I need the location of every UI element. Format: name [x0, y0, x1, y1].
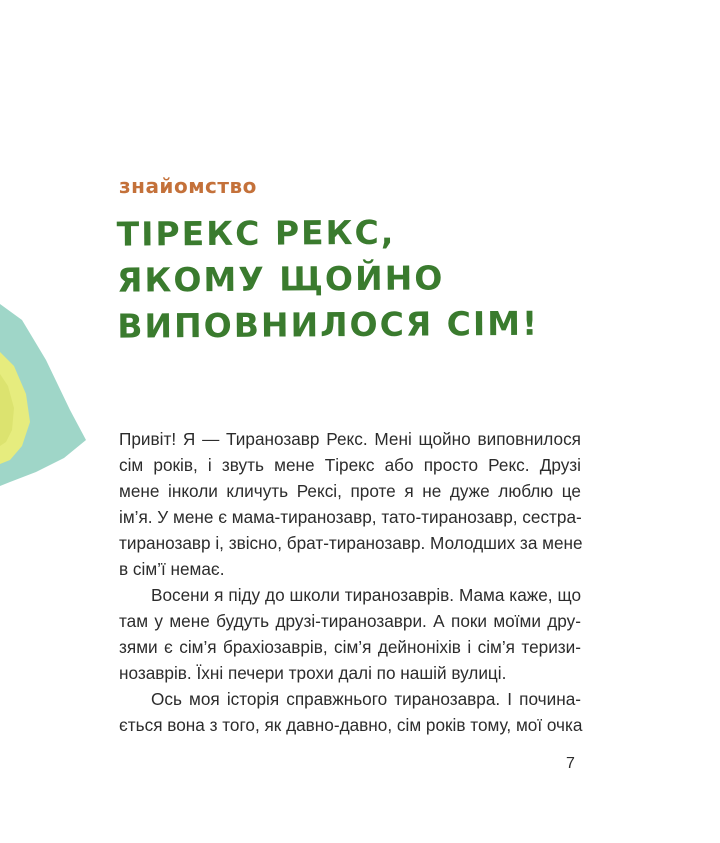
body-line: Привіт! Я — Тиранозавр Рекс. Мені щойно виповнилося [119, 429, 581, 449]
body-line: в сім’ї немає. [119, 559, 225, 579]
chapter-title-line: ЯКОМУ ЩОЙНО [116, 258, 445, 300]
illustration-corner-icon [0, 290, 90, 510]
body-line: нозаврів. Їхні печери трохи далі по нашій вулиці. [119, 663, 507, 683]
body-text [119, 426, 581, 738]
body-line: зями є сім’я брахіозаврів, сім’я дейноніхів і сім’я теризи- [119, 637, 581, 657]
chapter-title-line: ТІРЕКС РЕКС, [116, 212, 396, 254]
body-line: ється вона з того, як давно-давно, сім років тому, мої очка [119, 715, 583, 735]
body-line: там у мене будуть друзі-тиранозаври. А поки моїми дру- [119, 611, 581, 631]
page-number: 7 [566, 755, 575, 772]
chapter-title-line: ВИПОВНИЛОСЯ СІМ! [117, 303, 540, 346]
body-line: Ось моя історія справжнього тиранозавра. І почина- [151, 689, 581, 709]
section-label: знайомство [119, 174, 257, 198]
body-line: сім років, і звуть мене Тірекс або просто Рекс. Друзі [119, 455, 581, 475]
body-line: мене інколи кличуть Рексі, проте я не дуже люблю це [119, 481, 581, 501]
chapter-title [117, 208, 598, 349]
body-line: ім’я. У мене є мама-тиранозавр, тато-тиранозавр, сестра- [119, 507, 582, 527]
body-line: Восени я піду до школи тиранозаврів. Мама каже, що [151, 585, 581, 605]
body-line: тиранозавр і, звісно, брат-тиранозавр. Молодших за мене [119, 533, 583, 553]
